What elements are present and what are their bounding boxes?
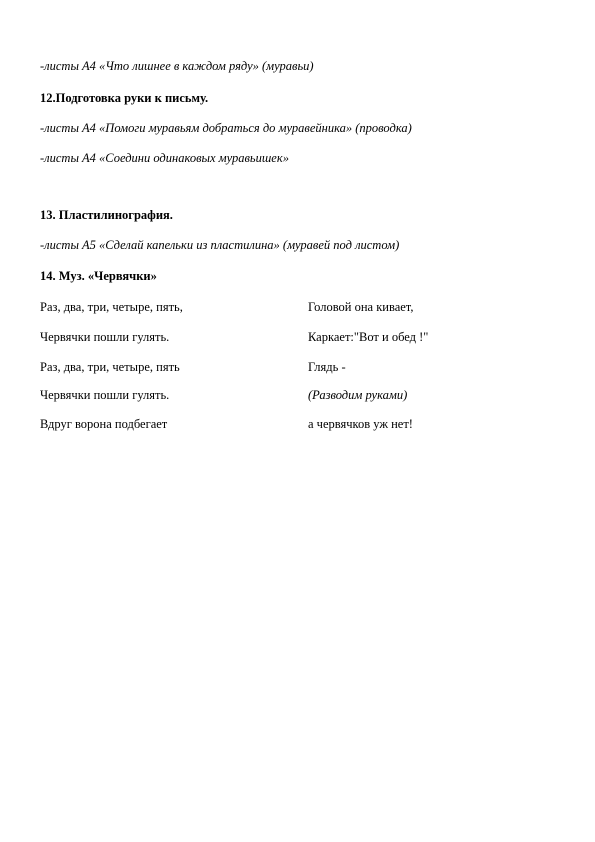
poem-stage-direction: (Разводим руками) xyxy=(308,388,408,402)
poem-right-line: а червячков уж нет! xyxy=(308,417,413,431)
poem-left-line: Раз, два, три, четыре, пять xyxy=(40,360,180,374)
poem-right-line: Головой она кивает, xyxy=(308,300,414,314)
materials-line-match: -листы А4 «Соедини одинаковых муравьишек» xyxy=(40,151,289,165)
materials-line-ants: -листы А4 «Что лишнее в каждом ряду» (муравьи) xyxy=(40,59,314,73)
poem-left-line: Вдруг ворона подбегает xyxy=(40,417,168,431)
section-heading-12: 12.Подготовка руки к письму. xyxy=(40,91,209,105)
poem-left-line: Червячки пошли гулять. xyxy=(40,330,170,344)
materials-line-plasticine: -листы А5 «Сделай капельки из пластилина» (муравей под листом) xyxy=(40,238,400,252)
poem-left-line: Раз, два, три, четыре, пять, xyxy=(40,300,183,314)
materials-line-maze: -листы А4 «Помоги муравьям добраться до муравейника» (проводка) xyxy=(40,121,412,135)
poem-right-line: Глядь - xyxy=(308,360,346,374)
section-heading-14: 14. Муз. «Червячки» xyxy=(40,269,157,283)
poem-left-line: Червячки пошли гулять. xyxy=(40,388,170,402)
poem-right-line: Каркает:"Вот и обед !" xyxy=(308,330,429,344)
section-heading-13: 13. Пластилинография. xyxy=(40,208,173,222)
